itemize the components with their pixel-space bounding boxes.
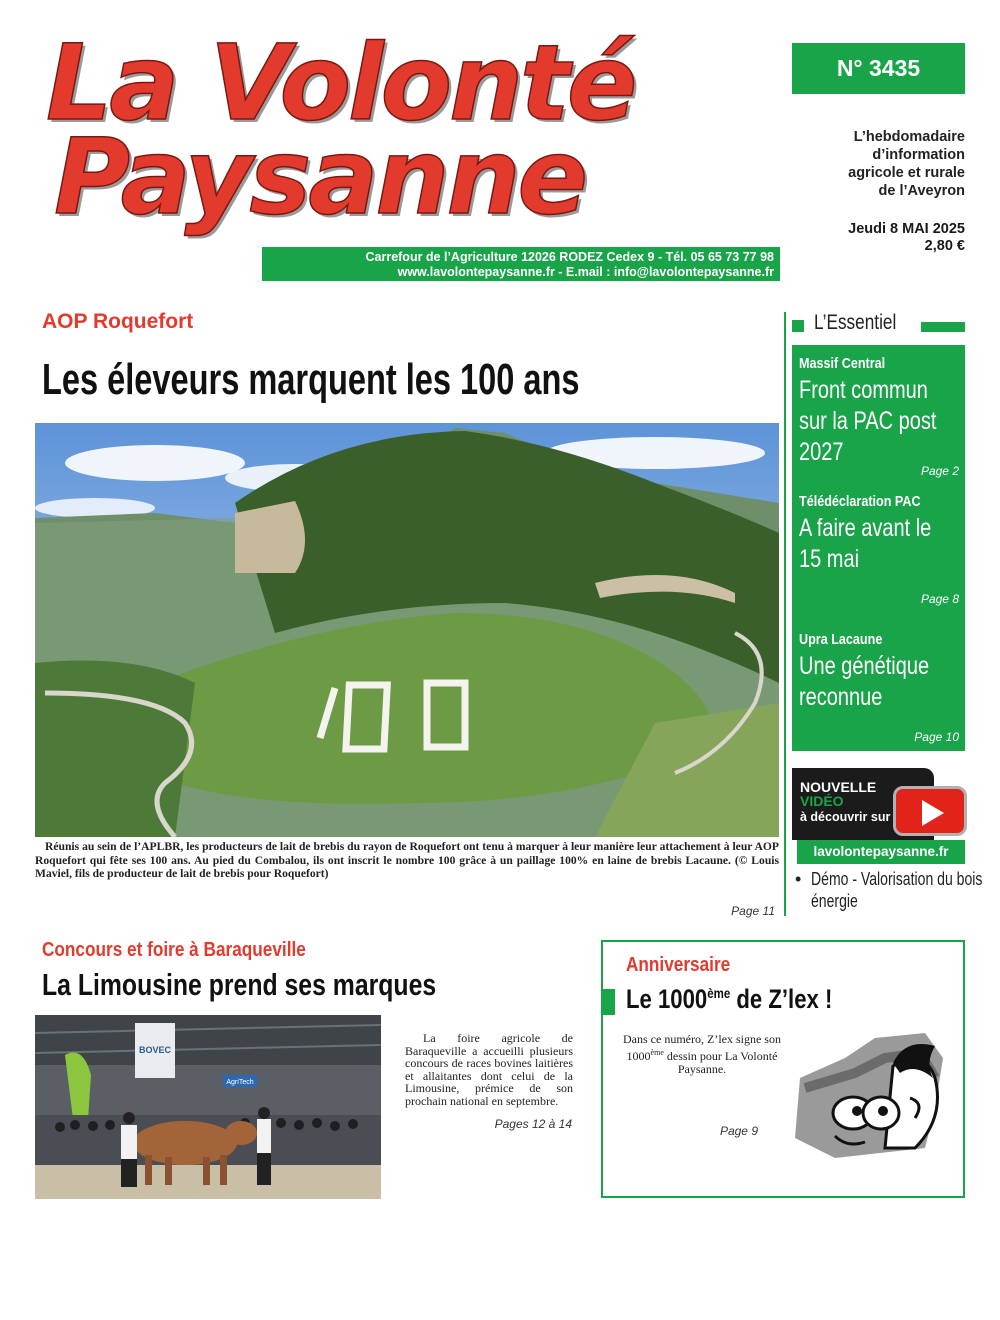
second-page-ref[interactable]: Pages 12 à 14	[494, 1117, 572, 1131]
video-url-link[interactable]: lavolontepaysanne.fr	[797, 840, 965, 864]
issue-date: Jeudi 8 MAI 2025	[848, 221, 965, 237]
sponsor-sign: AgriTech	[226, 1079, 254, 1086]
essentiel-item[interactable]	[799, 493, 959, 613]
anniversary-body-post: dessin pour La Volonté Paysanne.	[663, 1049, 778, 1076]
cattle-show-illustration	[35, 1015, 381, 1199]
anniversary-kicker[interactable]: Anniversaire	[626, 954, 731, 976]
bullet-icon: •	[795, 869, 802, 889]
essentiel-item-kicker: Massif Central	[799, 355, 886, 372]
essentiel-box	[792, 345, 965, 751]
zlex-caricature-icon	[775, 1018, 953, 1168]
lead-headline[interactable]: Les éleveurs marquent les 100 ans	[42, 355, 580, 404]
title-line-1: La Volonté	[46, 22, 635, 144]
tagline-line: de l’Aveyron	[878, 183, 965, 199]
anniversary-body	[612, 1033, 792, 1076]
issue-date-block	[790, 221, 965, 255]
newspaper-title	[46, 22, 746, 238]
lead-kicker[interactable]: AOP Roquefort	[42, 310, 194, 333]
tagline-line: d’information	[872, 147, 965, 163]
lead-page-ref[interactable]: Page 11	[731, 904, 775, 918]
video-promo-line3: à découvrir sur	[800, 810, 891, 824]
anniversary-headline-post: de Z’lex !	[730, 984, 833, 1014]
video-bullet-text: Démo - Valorisation du bois énergie	[811, 869, 983, 911]
anniversary-marker	[601, 989, 615, 1015]
play-icon	[922, 800, 944, 826]
play-button[interactable]	[893, 786, 967, 836]
tagline-line: agricole et rurale	[848, 165, 965, 181]
lead-photo[interactable]	[35, 423, 779, 837]
essentiel-item-kicker: Upra Lacaune	[799, 631, 883, 648]
title-line-2: Paysanne	[54, 116, 586, 238]
contact-bar	[262, 247, 780, 281]
essentiel-heading-label: L’Essentiel	[814, 311, 897, 334]
issue-number: N° 3435	[792, 43, 965, 94]
anniversary-page-ref[interactable]: Page 9	[719, 1124, 758, 1138]
tagline	[790, 128, 965, 200]
contact-address: Carrefour de l’Agriculture 12026 RODEZ Cedex 9 - Tél. 05 65 73 77 98	[365, 250, 774, 264]
second-body: La foire agricole de Baraqueville a accueilli plusieurs concours de races bovines laitières et allaitantes dont celui de la Limousine, prémice de son prochain national en septembre.	[405, 1031, 573, 1108]
contact-web[interactable]: www.lavolontepaysanne.fr - E.mail : info@lavolontepaysanne.fr	[397, 265, 774, 279]
video-promo-line2: VIDÉO	[800, 793, 844, 809]
video-promo-line1: NOUVELLE	[800, 779, 877, 795]
essentiel-item[interactable]	[799, 631, 959, 751]
issue-price: 2,80 €	[924, 238, 965, 254]
sidebar-divider	[784, 312, 786, 916]
essentiel-item-page: Page 8	[920, 592, 959, 606]
video-bullet[interactable]	[795, 868, 983, 912]
second-headline[interactable]: La Limousine prend ses marques	[42, 967, 437, 1002]
second-kicker[interactable]: Concours et foire à Baraqueville	[42, 939, 306, 961]
tagline-line: L’hebdomadaire	[853, 129, 965, 145]
lead-caption: Réunis au sein de l’APLBR, les producteurs de lait de brebis du rayon de Roquefort ont tenu à marquer à leur manière leur attachement à leur AOP Roquefort qui fête ses 100 ans. Au pied du Combalou, ils ont inscrit le nombre 100 grâce à un paillage 100% en laine de brebis Lacaune. (© Louis Maviel, fils de producteur de lait de brebis pour Roquefort)	[35, 840, 779, 880]
essentiel-item-kicker: Télédéclaration PAC	[799, 493, 921, 510]
aerial-landscape-illustration	[35, 423, 779, 837]
essentiel-item-page: Page 2	[920, 464, 959, 478]
heading-square	[792, 320, 804, 332]
anniversary-body-pre: Dans ce numéro, Z’lex signe son 1000	[623, 1032, 781, 1063]
essentiel-item-title: Une génétique reconnue	[799, 652, 930, 711]
second-photo[interactable]	[35, 1015, 381, 1199]
anniversary-headline-pre: Le 1000	[626, 984, 708, 1014]
anniversary-body-sup: ème	[650, 1048, 664, 1057]
anniversary-headline-sup: ème	[707, 985, 731, 1001]
anniversary-headline[interactable]	[626, 984, 832, 1015]
essentiel-item[interactable]	[799, 355, 959, 478]
essentiel-item-page: Page 10	[914, 730, 959, 744]
heading-bar	[921, 322, 965, 332]
essentiel-item-title: A faire avant le 15 mai	[799, 514, 932, 573]
essentiel-item-title: Front commun sur la PAC post 2027	[799, 376, 937, 466]
essentiel-heading	[792, 311, 965, 333]
banner-sign: BOVEC	[138, 1045, 172, 1055]
